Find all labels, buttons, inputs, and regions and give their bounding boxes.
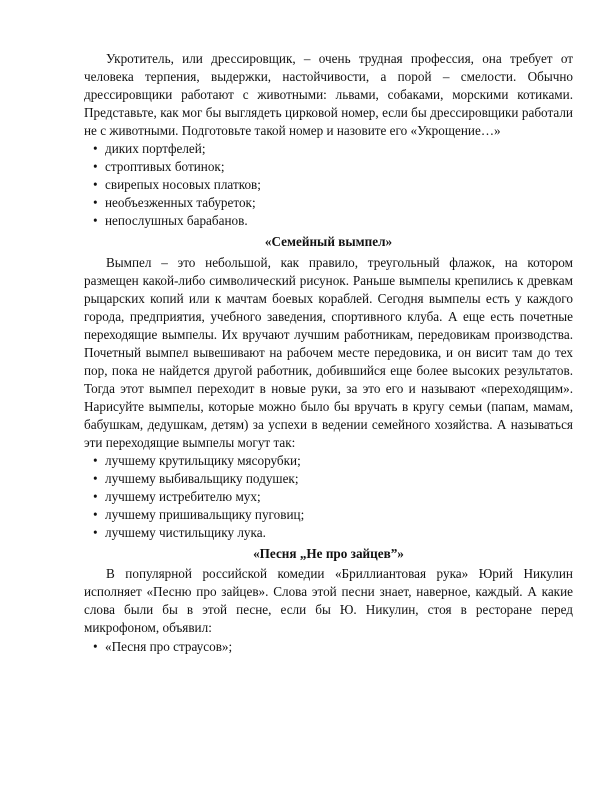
document-page <box>84 50 573 656</box>
list-item: • лучшему чистильщику лука. <box>84 524 573 542</box>
bullet-icon: • <box>93 195 98 211</box>
list-item: • необъезженных табуреток; <box>84 194 573 212</box>
list-item: • «Песня про страусов»; <box>84 638 573 656</box>
list-item: • лучшему выбивальщику подушек; <box>84 470 573 488</box>
list-item: • свирепых носовых платков; <box>84 176 573 194</box>
list-item: • лучшему пришивальщику пуговиц; <box>84 506 573 524</box>
bullet-icon: • <box>93 471 98 487</box>
paragraph-tamer: Укротитель, или дрессировщик, – очень трудная профессия, она требует от человека терпения, выдержки, настойчивости, а порой – смелости. Обычно дрессировщики работают с животными: львами, собаками, морскими котиками. Представьте, как мог бы выглядеть цирковой номер, если бы дрессировщики работали не с животными. Подготовьте такой номер и назовите его «Укрощение…» <box>84 51 573 139</box>
bullet-icon: • <box>93 453 98 469</box>
list-songs <box>84 638 573 656</box>
list-item: • диких портфелей; <box>84 140 573 158</box>
section-heading-pennant: «Семейный вымпел» <box>264 234 393 250</box>
section-heading-song: «Песня „Не про зайцев”» <box>253 546 404 562</box>
paragraph-pennant: Вымпел – это небольшой, как правило, треугольный флажок, на котором размещен какой-либо символический рисунок. Раньше вымпелы крепились к древкам рыцарских копий или к мачтам боевых кораблей. Сегодня вымпелы есть у каждого города, предприятия, учебного заведения, спортивного клуба. А еще есть почетные переходящие вымпелы. Их вручают лучшим работникам, передовикам производства. Почетный вымпел вывешивают на рабочем месте передовика, и он висит там до тех пор, пока не найдется другой работник, добившийся еще более высоких результатов. Тогда этот вымпел переходит в новые руки, за это его и называют «переходящим». Нарисуйте вымпелы, которые можно было бы вручать в кругу семьи (папам, мамам, бабушкам, дедушкам, детям) за успехи в ведении семейного хозяйства. А называться эти переходящие вымпелы могут так: <box>84 254 573 450</box>
list-item: • лучшему крутильщику мясорубки; <box>84 452 573 470</box>
list-taming <box>84 140 573 230</box>
bullet-icon: • <box>93 141 98 157</box>
list-pennants <box>84 452 573 542</box>
bullet-icon: • <box>93 525 98 541</box>
bullet-icon: • <box>93 213 98 229</box>
bullet-icon: • <box>93 507 98 523</box>
bullet-icon: • <box>93 489 98 505</box>
bullet-icon: • <box>93 638 98 654</box>
list-item: • непослушных барабанов. <box>84 212 573 230</box>
bullet-icon: • <box>93 159 98 175</box>
list-item: • лучшему истребителю мух; <box>84 488 573 506</box>
bullet-icon: • <box>93 177 98 193</box>
paragraph-song: В популярной российской комедии «Бриллиантовая рука» Юрий Никулин исполняет «Песню про зайцев». Слова этой песни знает, наверное, каждый. А какие слова были бы в этой песне, если бы Ю. Никулин, стоя в ресторане перед микрофоном, объявил: <box>84 566 573 636</box>
list-item: • строптивых ботинок; <box>84 158 573 176</box>
